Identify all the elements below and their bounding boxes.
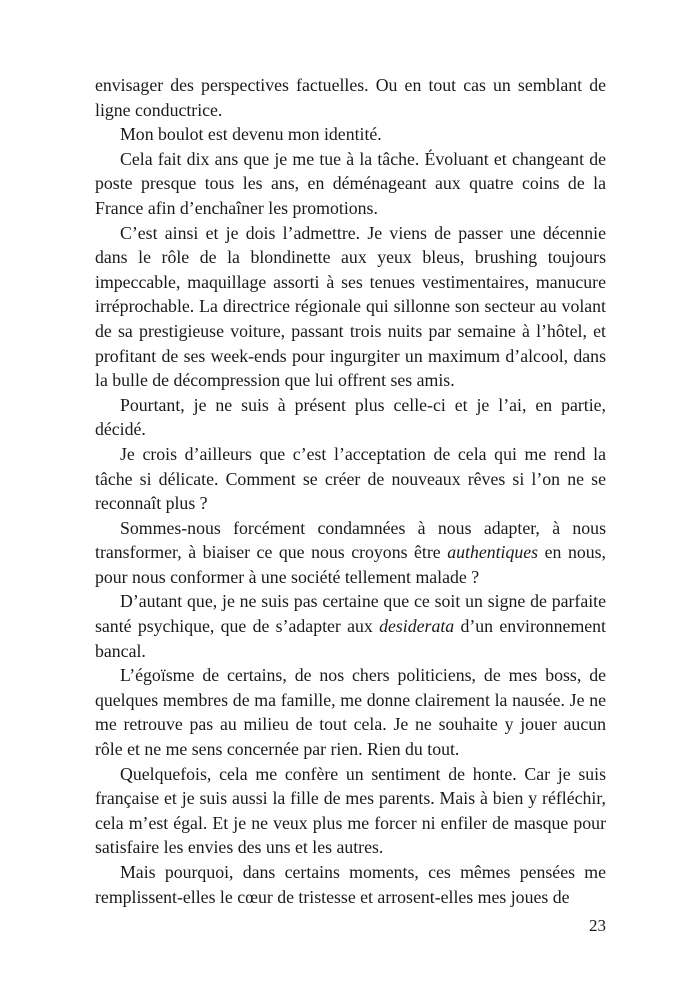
text-run: Mon boulot est devenu mon identité. [120, 124, 382, 145]
text-run: en nous, pour nous conformer à une société tellement malade ? [95, 542, 606, 587]
paragraph [95, 122, 606, 147]
paragraph [95, 589, 606, 663]
paragraph [95, 221, 606, 393]
body-text [95, 73, 606, 909]
paragraph [95, 147, 606, 221]
text-run: D’autant que, je ne suis pas certaine que ce soit un signe de parfaite santé psychique, que de s’adapter aux [95, 591, 606, 637]
text-run: Mais pourquoi, dans certains moments, ces mêmes pensées me remplissent-elles le cœur de tristesse et arrosent-elles mes joues de [95, 862, 606, 907]
paragraph [95, 762, 606, 860]
italic-text: desiderata [379, 616, 455, 637]
text-run: d’un environnement bancal. [95, 616, 606, 661]
paragraph [95, 663, 606, 761]
text-run: Cela fait dix ans que je me tue à la tâche. Évoluant et changeant de poste presque tous les ans, en déménageant aux quatre coins de la France afin d’enchaîner les promotions. [95, 148, 606, 218]
paragraph [95, 393, 606, 442]
paragraph [95, 860, 606, 909]
text-run: Quelquefois, cela me confère un sentiment de honte. Car je suis française et je suis aussi la fille de mes parents. Mais à bien y réfléchir, cela m’est égal. Et je ne veux plus me forcer ni enfiler de masque pour satisfaire les envies des uns et les autres. [95, 763, 606, 858]
page-number: 23 [589, 916, 606, 935]
text-run: Sommes-nous forcément condamnées à nous adapter, à nous transformer, à biaiser ce que nous croyons être [95, 517, 606, 563]
text-run: Pourtant, je ne suis à présent plus celle-ci et je l’ai, en partie, décidé. [95, 394, 606, 440]
text-run: Je crois d’ailleurs que c’est l’acceptation de cela qui me rend la tâche si délicate. Comment se créer de nouveaux rêves si l’on ne se reconnaît plus ? [95, 443, 606, 514]
paragraph [95, 73, 606, 122]
paragraph [95, 516, 606, 590]
text-run: C’est ainsi et je dois l’admettre. Je viens de passer une décennie dans le rôle de la blondinette aux yeux bleus, brushing toujours impeccable, maquillage assorti à ses tenues vestimentaires, manucure irréprochable. La directrice régionale qui sillonne son secteur au volant de sa prestigieuse voiture, passant trois nuits par semaine à l’hôtel, et profitant de ses week-ends pour ingurgiter un maximum d’alcool, dans la bulle de décompression que lui offrent ses amis. [95, 222, 606, 391]
paragraph [95, 442, 606, 516]
italic-text: authentiques [447, 542, 539, 563]
text-run: L’égoïsme de certains, de nos chers politiciens, de mes boss, de quelques membres de ma famille, me donne clairement la nausée. Je ne me retrouve pas au milieu de tout cela. Je ne souhaite y jouer aucun rôle et ne me sens concernée par rien. Rien du tout. [95, 665, 606, 760]
text-run: envisager des perspectives factuelles. Ou en tout cas un semblant de ligne conductrice. [95, 75, 606, 120]
